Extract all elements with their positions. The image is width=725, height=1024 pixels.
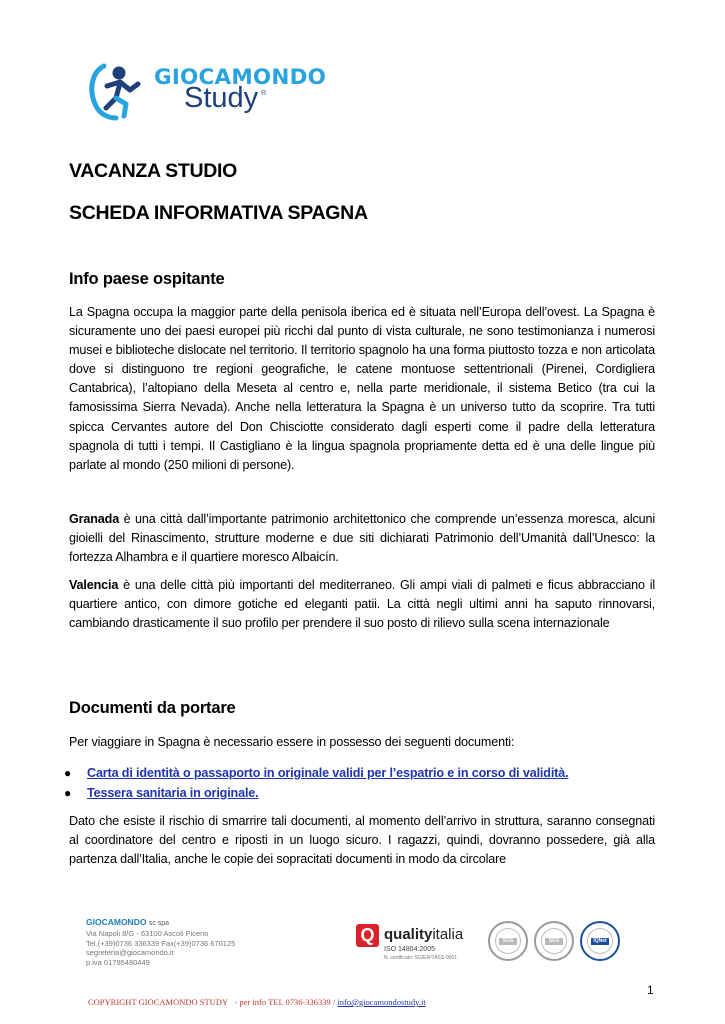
footer-copyright [88,997,426,1007]
footer-company-suffix: sc spa [148,920,170,927]
quality-brand-bold: quality [384,926,433,943]
footer-company-name [86,917,286,929]
running-figure-icon [86,60,152,122]
iqnet-seal-icon [580,921,620,961]
logo-brand-text: GIOCAMONDO [154,65,327,90]
quality-iso-text: ISO 14804:2005 [384,946,435,953]
quality-italia-logo [356,922,476,970]
footer-email: segreteria@giocamondo.it [86,948,174,957]
paragraph-documents-note: Dato che esiste il rischio di smarrire tali documenti, al momento dell’arrivo in struttura, saranno consegnati al coordinatore del centro e riposti in un luogo sicuro. I ragazzi, quindi, dovranno possedere, già alla partenza dall’Italia, anche le copie dei sopracitati documenti in modo da circolare [69,814,655,867]
city-name-granada: Granada [69,512,120,526]
paragraph-granada [69,510,655,567]
seal-label: SGS [499,938,517,945]
document-link-identity[interactable]: Carta di identità o passaporto in originale validi per l’espatrio e in corso di validità. [87,766,569,780]
seal-label: SGS [545,938,563,945]
info-phone-text: - per info TEL 0736-336339 / [234,997,336,1007]
quality-brand [384,926,463,943]
giocamondo-study-logo [86,60,327,122]
copyright-text: COPYRIGHT GIOCAMONDO STUDY [88,997,229,1007]
logo-registered-mark: ® [261,90,267,97]
footer-company-brand: GIOCAMONDO [86,917,147,927]
info-email-link[interactable]: info@giocamondostudy.it [337,997,426,1007]
title-vacanza-studio: VACANZA STUDIO [69,160,238,182]
footer-address: Via Napoli 8/G - 63100 Ascoli Piceno [86,929,209,938]
paragraph-valencia [69,576,655,633]
bullet-icon: ● [64,786,72,800]
title-scheda-informativa: SCHEDA INFORMATIVA SPAGNA [69,202,368,224]
document-link-health-card[interactable]: Tessera sanitaria in originale. [87,786,259,800]
footer-vat: p.iva 01795480449 [86,957,150,967]
certification-seal-icon [488,921,528,961]
section-title-documenti: Documenti da portare [69,699,236,717]
list-item [60,783,660,803]
quality-cert-text: N. certificato: SG/ER/TASS-0001 [384,955,457,961]
city-name-valencia: Valencia [69,578,119,592]
section-title-info-paese: Info paese ospitante [69,270,225,288]
seal-label: IQNet [591,938,609,945]
paragraph-granada-text: è una città dall’importante patrimonio architettonico che comprende un’essenza moresca, alcuni gioielli del Rinascimento, strutture moderne e due siti dichiarati Patrimonio dell’Umanità dall’Unesco: la fortezza Alhambra e il quartiere moresco Albaicín. [69,512,655,565]
certification-seal-icon [534,921,574,961]
footer-phone: Tel.(+39)0736 336339 Fax(+39)0736 670125 [86,938,236,948]
quality-brand-rest: italia [432,926,464,943]
quality-q-icon: Q [356,924,379,947]
list-item [60,763,660,783]
bullet-icon: ● [64,766,72,780]
documents-list [60,763,660,803]
paragraph-valencia-text: è una delle città più importanti del mediterraneo. Gli ampi viali di palmeti e ficus abbracciano il quartiere antico, con dimore gotiche ed eleganti patii. La città negli ultimi anni ha saputo rinnovarsi, cambiando drasticamente il suo profilo per prendere il suo posto di rilievo sulla scena internazionale [69,578,655,631]
footer-company-info [86,917,286,967]
paragraph-spagna: La Spagna occupa la maggior parte della penisola iberica ed è situata nell’Europa dell’ovest. La Spagna è sicuramente uno dei paesi europei più ricchi dal punto di vista culturale, ne sono testimonianza i numerosi musei e biblioteche dislocate nel territorio. Il territorio spagnolo ha una forma piuttosto tozza e non articolata dove si distinguono tre regioni geografiche, le catene montuose settentrionali (Pirenei, Cordigliera Cantabrica), l’altopiano della Meseta al centro e, nella parte meridionale, il sistema Betico (tra cui la famosissima Sierra Nevada). Anche nella letteratura la Spagna è un universo tutto da scoprire. Tra tutti spicca Cervantes autore del Don Chisciotte considerato dagli esperti come il padre della letteratura spagnola di tutti i tempi. Il Castigliano è la lingua spagnola propriamente detta ed è una delle lingue più parlate al mondo (250 milioni di persone). [69,305,655,472]
page-number: 1 [647,983,654,997]
documents-intro: Per viaggiare in Spagna è necessario essere in possesso dei seguenti documenti: [69,735,515,749]
logo-study-text: Study [184,82,259,114]
